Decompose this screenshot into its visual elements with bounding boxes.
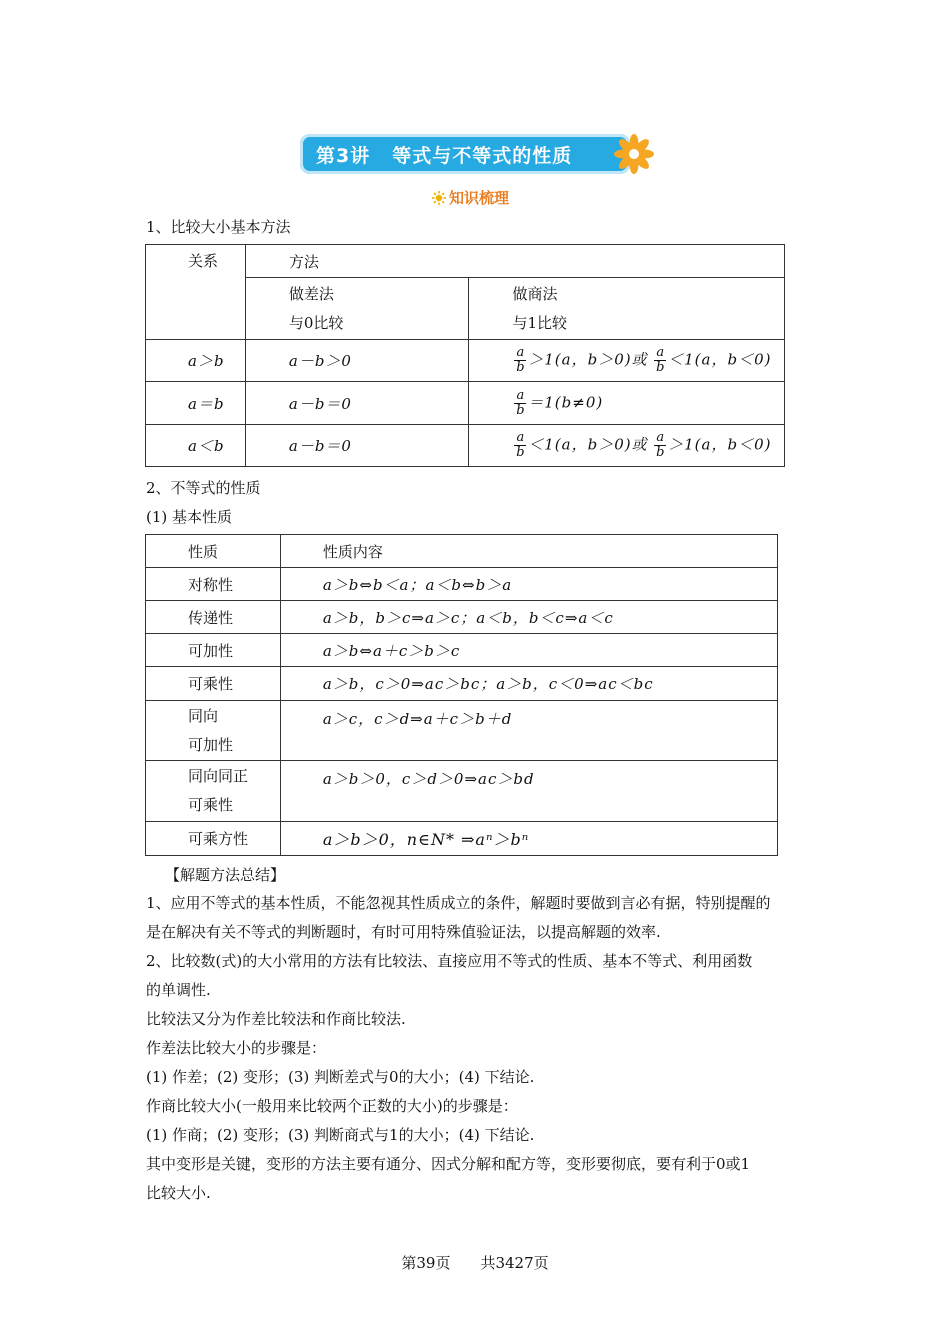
quot-cell: $\frac{a}{b}$ ＞1(a，b＞0)或 $\frac{a}{b}$ ＜1(a，b＜0) bbox=[469, 340, 785, 382]
summary-line: 其中变形是关键，变形的方法主要有通分、因式分解和配方等，变形要彻底，要有利于0或1 bbox=[146, 1155, 751, 1173]
property-name: 传递性 bbox=[146, 601, 281, 634]
chapter-title-banner bbox=[300, 134, 630, 174]
property-name: 可乘性 bbox=[146, 667, 281, 701]
property-content: a＞b，b＞c⇒a＞c；a＜b，b＜c⇒a＜c bbox=[280, 601, 777, 634]
diff-cell: a－b＝0 bbox=[245, 382, 469, 425]
summary-line: 作商比较大小(一般用来比较两个正数的大小)的步骤是： bbox=[146, 1097, 518, 1115]
quot-cell: $\frac{a}{b}$ ＝1(b≠0) bbox=[469, 382, 785, 425]
table-row bbox=[146, 761, 778, 822]
property-content: a＞b⇔b＜a；a＜b⇔b＞a bbox=[280, 568, 777, 601]
property-content: a＞b＞0，c＞d＞0⇒ac＞bd bbox=[280, 761, 777, 822]
header-diff-label: 做差法 bbox=[288, 284, 334, 303]
table-row bbox=[146, 601, 778, 634]
header-diff-sub: 与0比较 bbox=[288, 313, 344, 332]
property-name-line2: 可加性 bbox=[188, 735, 234, 754]
section-subheading bbox=[432, 187, 509, 208]
header-quot-method bbox=[469, 278, 785, 340]
table-row bbox=[146, 822, 778, 856]
summary-line: (1) 作商；(2) 变形；(3) 判断商式与1的大小；(4) 下结论. bbox=[146, 1126, 535, 1144]
property-content: a＞b＞0，n∈N* ⇒aⁿ＞bⁿ bbox=[280, 822, 777, 856]
page-footer: 第39页 共3427页 bbox=[401, 1254, 549, 1272]
property-name: 可加性 bbox=[146, 634, 281, 667]
chapter-title: 等式与不等式的性质 bbox=[392, 144, 573, 167]
property-name-line2: 可乘性 bbox=[188, 796, 234, 814]
summary-line: 作差法比较大小的步骤是： bbox=[146, 1039, 327, 1057]
summary-line: 是在解决有关不等式的判断题时，有时可用特殊值验证法，以提高解题的效率. bbox=[146, 923, 661, 941]
subheading-text: 知识梳理 bbox=[449, 189, 510, 207]
table-row bbox=[146, 425, 785, 467]
sun-icon bbox=[432, 191, 446, 205]
section-2-heading: 2、不等式的性质 bbox=[146, 479, 261, 497]
header-property: 性质 bbox=[146, 535, 281, 568]
property-content: a＞b⇔a＋c＞b＞c bbox=[280, 634, 777, 667]
chapter-number: 第3讲 bbox=[316, 144, 371, 167]
diff-cell: a－b＞0 bbox=[245, 340, 469, 382]
property-name: 可乘方性 bbox=[146, 822, 281, 856]
table-header-row bbox=[146, 535, 778, 568]
fraction: $\frac{a}{b}$ bbox=[516, 387, 525, 418]
header-method: 方法 bbox=[245, 245, 784, 278]
table-row bbox=[146, 667, 778, 701]
summary-line: 比较法又分为作差比较法和作商比较法. bbox=[146, 1010, 406, 1028]
header-content: 性质内容 bbox=[280, 535, 777, 568]
property-name: 同向同正 bbox=[188, 767, 249, 785]
summary-line: (1) 作差；(2) 变形；(3) 判断差式与0的大小；(4) 下结论. bbox=[146, 1068, 535, 1086]
header-relation: 关系 bbox=[146, 245, 246, 340]
fraction: $\frac{a}{b}$ bbox=[516, 345, 525, 375]
table-row bbox=[146, 340, 785, 382]
table-row bbox=[146, 701, 778, 761]
compare-methods-table bbox=[145, 244, 785, 467]
table-row bbox=[146, 382, 785, 425]
header-diff-method bbox=[245, 278, 469, 340]
fraction: $\frac{a}{b}$ bbox=[516, 430, 525, 460]
relation-cell: a＞b bbox=[146, 340, 246, 382]
fraction: $\frac{a}{b}$ bbox=[656, 345, 665, 375]
section-1-heading: 1、比较大小基本方法 bbox=[146, 218, 291, 236]
property-name: 同向 bbox=[188, 706, 219, 725]
property-name-cell bbox=[146, 761, 281, 822]
table-row bbox=[146, 568, 778, 601]
property-content: a＞c，c＞d⇒a＋c＞b＋d bbox=[280, 701, 777, 761]
property-name-cell bbox=[146, 701, 281, 761]
summary-heading: 【解题方法总结】 bbox=[165, 866, 286, 884]
relation-cell: a＝b bbox=[146, 382, 246, 425]
fraction: $\frac{a}{b}$ bbox=[656, 430, 665, 460]
relation-cell: a＜b bbox=[146, 425, 246, 467]
property-name: 对称性 bbox=[146, 568, 281, 601]
header-quot-label: 做商法 bbox=[512, 284, 558, 303]
property-content: a＞b，c＞0⇒ac＞bc；a＞b，c＜0⇒ac＜bc bbox=[280, 667, 777, 701]
summary-line: 2、比较数(式)的大小常用的方法有比较法、直接应用不等式的性质、基本不等式、利用函数 bbox=[146, 952, 753, 970]
table-row bbox=[146, 634, 778, 667]
diff-cell: a－b＝0 bbox=[245, 425, 469, 467]
summary-body bbox=[146, 889, 811, 1208]
header-quot-sub: 与1比较 bbox=[512, 313, 568, 332]
flower-icon bbox=[612, 130, 656, 174]
summary-line: 1、应用不等式的基本性质，不能忽视其性质成立的条件，解题时要做到言必有据，特别提醒的 bbox=[146, 894, 771, 912]
section-2-subheading: (1) 基本性质 bbox=[146, 508, 233, 526]
inequality-properties-table bbox=[145, 534, 778, 856]
quot-cell: $\frac{a}{b}$ ＜1(a，b＞0)或 $\frac{a}{b}$ ＞1(a，b＜0) bbox=[469, 425, 785, 467]
summary-line: 的单调性. bbox=[146, 981, 211, 999]
summary-line: 比较大小. bbox=[146, 1184, 211, 1202]
